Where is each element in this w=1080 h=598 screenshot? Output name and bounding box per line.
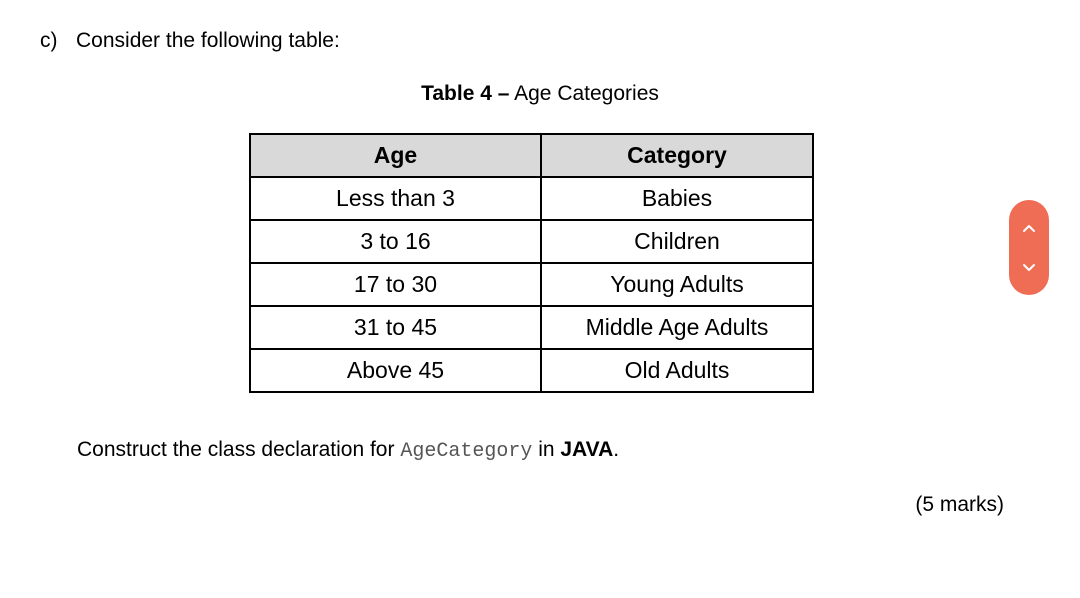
category-cell: Babies [541, 177, 813, 220]
table-caption-title: Age Categories [509, 82, 659, 105]
age-cell: Less than 3 [250, 177, 541, 220]
header-age: Age [250, 134, 541, 177]
question-text: Consider the following table: [76, 29, 340, 52]
question-line [40, 28, 340, 54]
age-cell: Above 45 [250, 349, 541, 392]
table-row [250, 220, 813, 263]
scroll-navigation-widget [1009, 200, 1049, 295]
marks-label: (5 marks) [915, 493, 1004, 516]
age-cell: 31 to 45 [250, 306, 541, 349]
table-row [250, 263, 813, 306]
instruction-prefix: Construct the class declaration for [77, 438, 401, 461]
table-row [250, 177, 813, 220]
age-cell: 17 to 30 [250, 263, 541, 306]
instruction-suffix: . [613, 438, 620, 461]
class-name-code: AgeCategory [400, 440, 533, 463]
table-caption [0, 81, 1080, 107]
chevron-up-icon [1021, 222, 1037, 234]
age-categories-table [249, 133, 814, 393]
table-row [250, 349, 813, 392]
table-caption-number: Table 4 – [421, 82, 510, 105]
scroll-down-button[interactable] [1009, 244, 1049, 291]
instruction-middle: in [532, 438, 561, 461]
language-name: JAVA [560, 438, 614, 461]
age-cell: 3 to 16 [250, 220, 541, 263]
question-label: c) [40, 29, 58, 52]
chevron-down-icon [1021, 262, 1037, 274]
table-row [250, 306, 813, 349]
category-cell: Middle Age Adults [541, 306, 813, 349]
table-header-row [250, 134, 813, 177]
category-cell: Children [541, 220, 813, 263]
instruction-line [77, 437, 619, 465]
header-category: Category [541, 134, 813, 177]
category-cell: Old Adults [541, 349, 813, 392]
category-cell: Young Adults [541, 263, 813, 306]
